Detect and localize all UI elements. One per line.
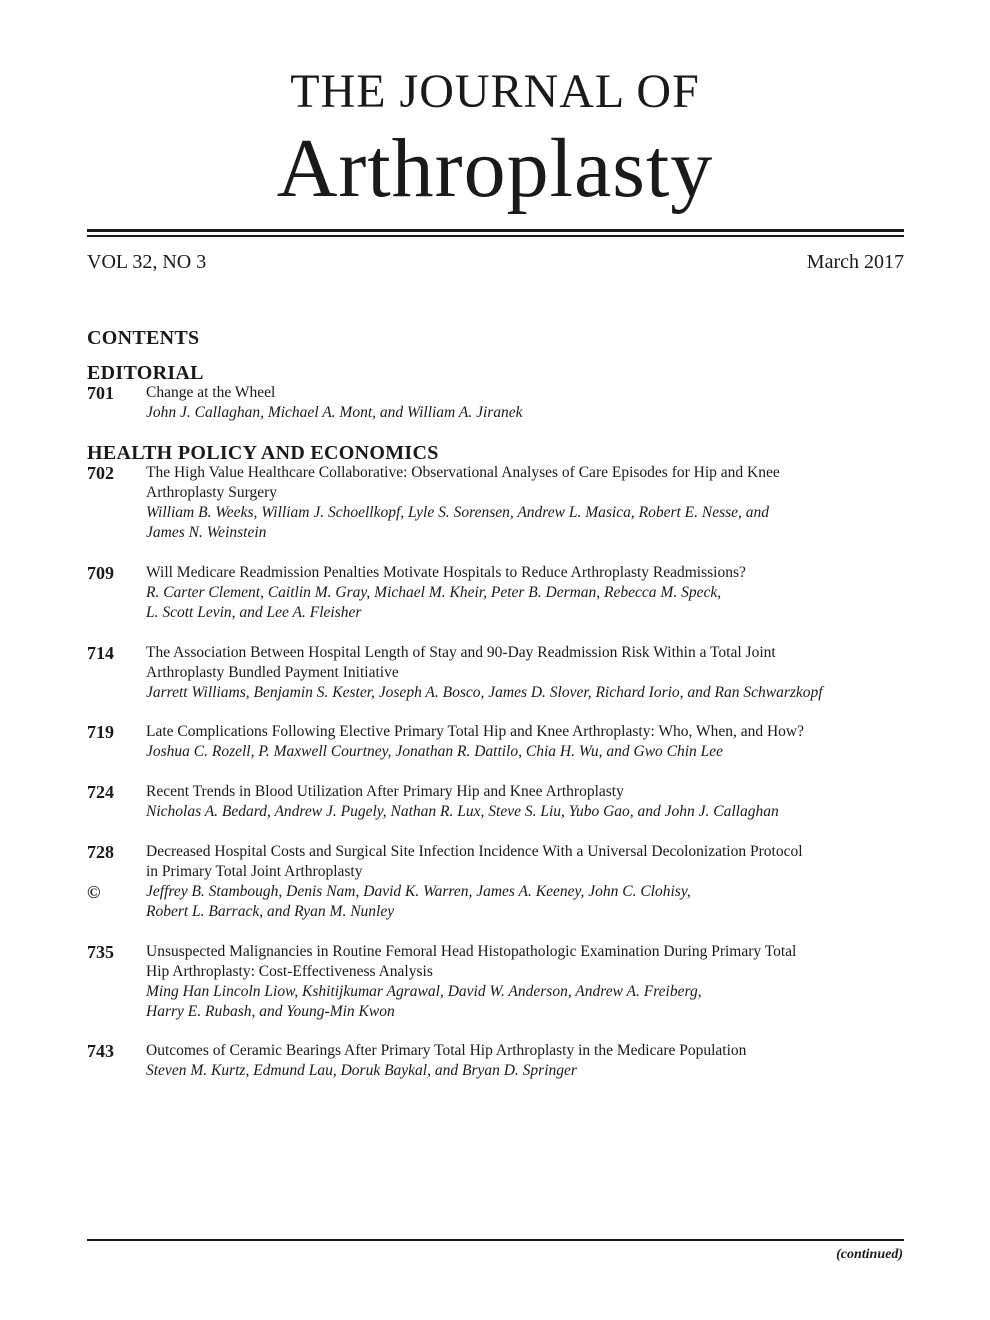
article-title[interactable]: Unsuspected Malignancies in Routine Femoral Head Histopathologic Examination During Primary Total <box>146 943 797 960</box>
article-block <box>146 463 911 543</box>
continued-note: (continued) <box>836 1247 903 1262</box>
article-title[interactable]: Change at the Wheel <box>146 384 276 401</box>
article-authors: Jeffrey B. Stambough, Denis Nam, David K. Warren, James A. Keeney, John C. Clohisy, <box>146 883 691 900</box>
article-block <box>146 782 911 822</box>
article-block <box>146 1041 911 1081</box>
page-number: 724 <box>87 782 114 802</box>
article-title[interactable]: in Primary Total Joint Arthroplasty <box>146 863 363 880</box>
article-title[interactable]: Late Complications Following Elective Primary Total Hip and Knee Arthroplasty: Who, When, and How? <box>146 723 804 740</box>
article-title[interactable]: Recent Trends in Blood Utilization After Primary Hip and Knee Arthroplasty <box>146 783 624 800</box>
section-heading-editorial: EDITORIAL <box>87 362 204 384</box>
article-authors: Joshua C. Rozell, P. Maxwell Courtney, Jonathan R. Dattilo, Chia H. Wu, and Gwo Chin Lee <box>146 743 724 760</box>
page-number: 709 <box>87 563 114 583</box>
article-title[interactable]: Outcomes of Ceramic Bearings After Primary Total Hip Arthroplasty in the Medicare Population <box>146 1042 747 1059</box>
article-authors: John J. Callaghan, Michael A. Mont, and William A. Jiranek <box>146 404 523 421</box>
article-block <box>146 563 911 623</box>
article-authors: Jarrett Williams, Benjamin S. Kester, Joseph A. Bosco, James D. Slover, Richard Iorio, and Ran Schwarzkopf <box>146 684 823 701</box>
page-number: 701 <box>87 383 114 403</box>
page-number: 735 <box>87 942 114 962</box>
article-authors: R. Carter Clement, Caitlin M. Gray, Michael M. Kheir, Peter B. Derman, Rebecca M. Speck, <box>146 584 722 601</box>
page-number: 719 <box>87 722 114 742</box>
article-block <box>146 643 911 703</box>
article-title[interactable]: The High Value Healthcare Collaborative: Observational Analyses of Care Episodes for Hip and Knee <box>146 464 780 481</box>
issue-date: March 2017 <box>806 251 904 273</box>
section-heading-health-policy: HEALTH POLICY AND ECONOMICS <box>87 442 439 464</box>
article-authors: Harry E. Rubash, and Young-Min Kwon <box>146 1003 395 1020</box>
footer-rule <box>87 1239 904 1241</box>
article-title[interactable]: Hip Arthroplasty: Cost-Effectiveness Analysis <box>146 963 433 980</box>
volume-issue: VOL 32, NO 3 <box>87 251 207 273</box>
page-number: 728 <box>87 842 114 862</box>
open-access-icon: © <box>87 882 101 902</box>
page-number: 702 <box>87 463 114 483</box>
journal-masthead-prefix: THE JOURNAL OF <box>290 65 700 118</box>
article-title[interactable]: Decreased Hospital Costs and Surgical Site Infection Incidence With a Universal Decolonization Protocol <box>146 843 803 860</box>
article-authors: Ming Han Lincoln Liow, Kshitijkumar Agrawal, David W. Anderson, Andrew A. Freiberg, <box>146 983 702 1000</box>
journal-title: Arthroplasty <box>276 122 714 215</box>
page-number: 743 <box>87 1041 114 1061</box>
article-title[interactable]: The Association Between Hospital Length of Stay and 90-Day Readmission Risk Within a Total Joint <box>146 644 776 661</box>
article-authors: L. Scott Levin, and Lee A. Fleisher <box>146 604 362 621</box>
header-rule-thick <box>87 229 904 232</box>
article-authors: Steven M. Kurtz, Edmund Lau, Doruk Baykal, and Bryan D. Springer <box>146 1062 577 1079</box>
article-block <box>146 383 911 423</box>
contents-heading: CONTENTS <box>87 327 200 349</box>
article-title[interactable]: Arthroplasty Surgery <box>146 484 278 501</box>
article-authors: William B. Weeks, William J. Schoellkopf, Lyle S. Sorensen, Andrew L. Masica, Robert E. Nesse, and <box>146 504 770 521</box>
article-block <box>146 942 911 1022</box>
page-number: 714 <box>87 643 114 663</box>
article-title[interactable]: Arthroplasty Bundled Payment Initiative <box>146 664 399 681</box>
article-authors: Nicholas A. Bedard, Andrew J. Pugely, Nathan R. Lux, Steve S. Liu, Yubo Gao, and John J. Callaghan <box>146 803 779 820</box>
header-rule-thin <box>87 235 904 237</box>
article-block <box>146 722 911 762</box>
article-title[interactable]: Will Medicare Readmission Penalties Motivate Hospitals to Reduce Arthroplasty Readmissions? <box>146 564 746 581</box>
article-block <box>146 842 911 922</box>
article-authors: James N. Weinstein <box>146 524 267 541</box>
article-authors: Robert L. Barrack, and Ryan M. Nunley <box>146 903 395 920</box>
